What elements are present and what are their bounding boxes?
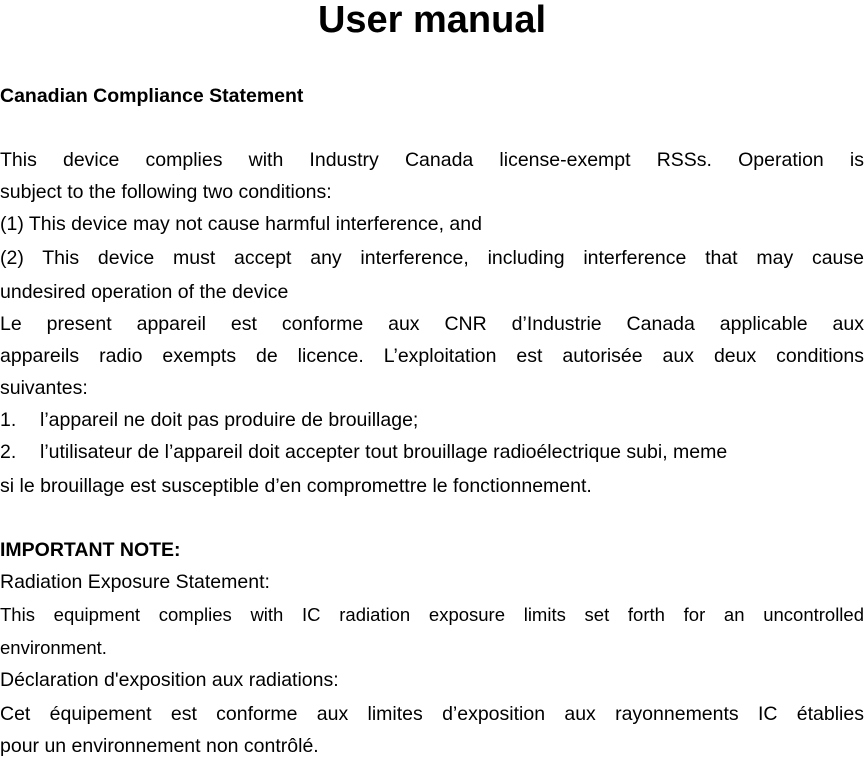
canada-fr-item-2 <box>0 440 864 464</box>
radiation-fr-line-2: pour un environnement non contrôlé. <box>0 735 319 757</box>
canada-fr-line-2: appareils radio exempts de licence. L’exploitation est autorisée aux deux conditions <box>0 345 864 367</box>
radiation-en-line-1: This equipment complies with IC radiation exposure limits set forth for an uncontrolled <box>0 604 864 625</box>
canada-fr-item-2-continuation: si le brouillage est susceptible d’en compromettre le fonctionnement. <box>0 475 592 497</box>
canada-fr-item-1 <box>0 408 864 432</box>
radiation-exposure-heading: Radiation Exposure Statement: <box>0 571 270 593</box>
page-title: User manual <box>317 0 547 41</box>
canada-en-condition-1: (1) This device may not cause harmful interference, and <box>0 213 482 235</box>
canada-en-condition-2-line-2: undesired operation of the device <box>0 281 289 303</box>
important-note-heading: IMPORTANT NOTE: <box>0 539 181 561</box>
list-item-text: l’appareil ne doit pas produire de brouillage; <box>40 409 419 431</box>
list-number: 1. <box>0 409 17 431</box>
canada-en-line-2: subject to the following two conditions: <box>0 181 332 203</box>
list-item-text: l’utilisateur de l’appareil doit accepter tout brouillage radioélectrique subi, meme <box>40 441 728 463</box>
canada-heading: Canadian Compliance Statement <box>0 85 304 107</box>
canada-fr-line-3: suivantes: <box>0 377 88 399</box>
radiation-fr-line-1: Cet équipement est conforme aux limites d’exposition aux rayonnements IC établies <box>0 703 864 725</box>
canada-en-condition-2-line-1: (2) This device must accept any interference, including interference that may cause <box>0 247 864 269</box>
canada-en-line-1: This device complies with Industry Canada license-exempt RSSs. Operation is <box>0 149 864 171</box>
radiation-en-line-2: environment. <box>0 637 107 658</box>
list-number: 2. <box>0 441 17 463</box>
canada-fr-line-1: Le present appareil est conforme aux CNR d’Industrie Canada applicable aux <box>0 313 864 335</box>
radiation-fr-heading: Déclaration d'exposition aux radiations: <box>0 669 339 691</box>
